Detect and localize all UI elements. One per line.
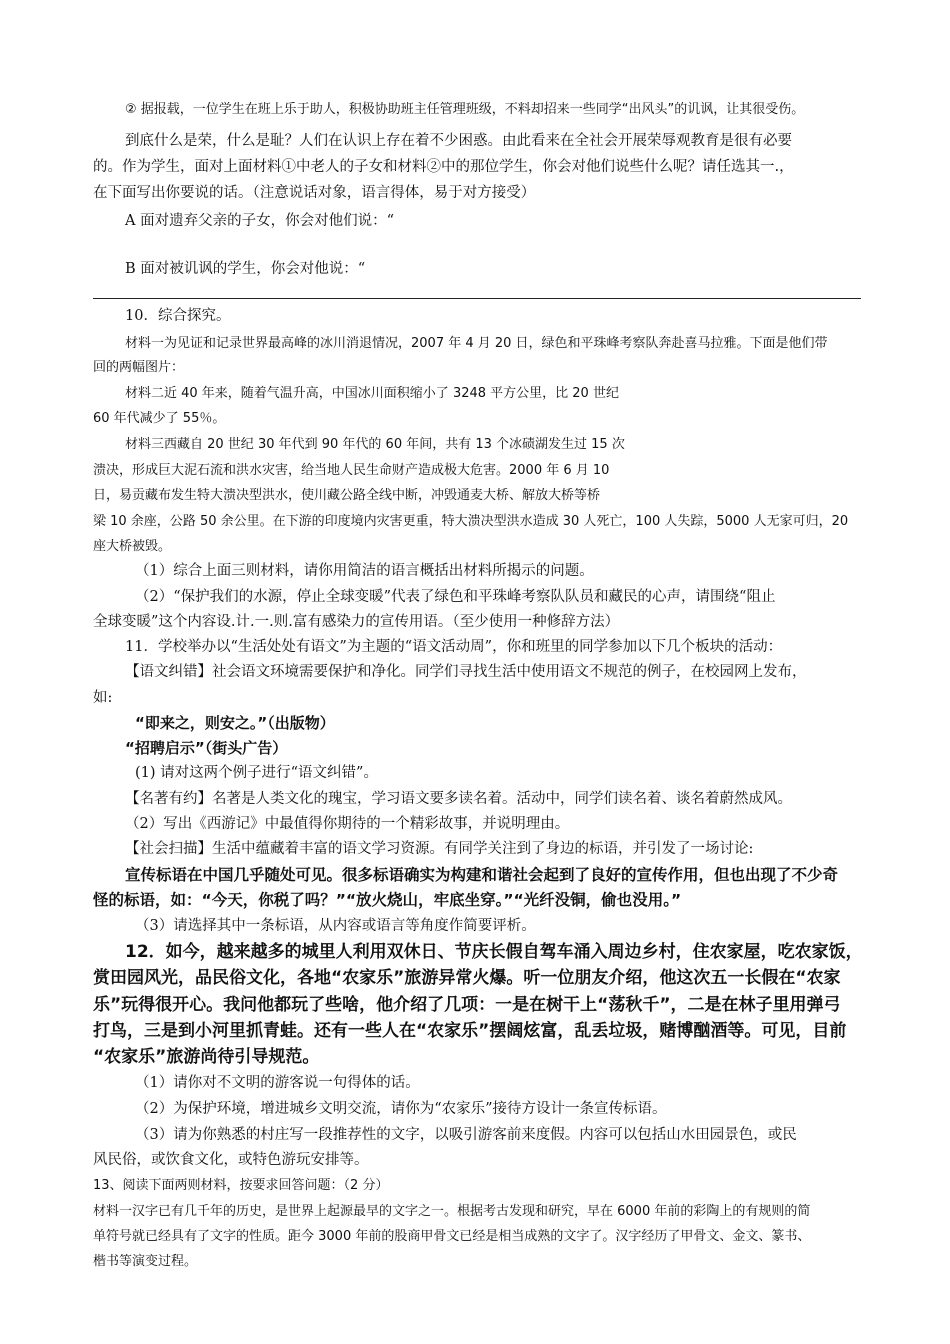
sub-question: (1) 请对这两个例子进行“语文纠错”。 xyxy=(135,765,378,781)
answer-prompt-b: B 面对被讥讽的学生，你会对他说：“ xyxy=(125,261,366,277)
paragraph-line: 的。作为学生，面对上面材料①中老人的子女和材料②中的那位学生，你会对他们说些什么呢？请任选其一.， xyxy=(93,159,794,175)
material-line: 60 年代减少了 55％。 xyxy=(93,411,226,426)
paragraph-line: 在下面写出你要说的话。（注意说话对象，语言得体，易于对方接受） xyxy=(93,185,536,201)
answer-prompt-a: A 面对遗弃父亲的子女，你会对他们说：“ xyxy=(125,213,394,229)
material-line: 材料二近 40 年来，随着气温升高，中国冰川面积缩小了 3248 平方公里，比 20 世纪 xyxy=(125,386,619,401)
material-2-text: ② 据报载，一位学生在班上乐于助人，积极协助班主任管理班级，不料却招来一些同学“出风头”的讥讽，让其很受伤。 xyxy=(125,102,805,117)
material-line: 梁 10 余座，公路 50 余公里。在下游的印度境内灾害更重，特大溃决型洪水造成 30 人死亡，100 人失踪，5000 人无家可归，20 xyxy=(93,514,849,529)
question-10-heading: 10．综合探究。 xyxy=(125,308,231,324)
sub-question: （3）请选择其中一条标语，从内容或语言等角度作简要评析。 xyxy=(135,918,536,934)
paragraph-line: 怪的标语，如：“今天，你税了吗？”“放火烧山，牢底坐穿。”“光纤没铜，偷也没用。” xyxy=(93,891,682,909)
paragraph-line: “农家乐”旅游尚待引导规范。 xyxy=(93,1047,320,1067)
paragraph-line: 打鸟，三是到小河里抓青蛙。还有一些人在“农家乐”摆阔炫富，乱丢垃圾，赌博酗酒等。可见，目前 xyxy=(93,1021,847,1041)
sub-question: （3）请为你熟悉的村庄写一段推荐性的文字，以吸引游客前来度假。内容可以包括山水田园景色，或民 xyxy=(135,1127,797,1143)
paragraph-line: 宣传标语在中国几乎随处可见。很多标语确实为构建和谐社会起到了良好的宣传作用，但也出现了不少奇 xyxy=(125,866,839,884)
paragraph-line: 到底什么是荣，什么是耻？人们在认识上存在着不少困惑。由此看来在全社会开展荣辱观教育是很有必要 xyxy=(125,133,792,149)
paragraph-line: 【社会扫描】生活中蕴藏着丰富的语文学习资源。有同学关注到了身边的标语，并引发了一场讨论: xyxy=(125,841,754,857)
material-line: 座大桥被毁。 xyxy=(93,539,172,554)
material-line: 回的两幅图片： xyxy=(93,360,185,375)
material-line: 材料三西藏自 20 世纪 30 年代到 90 年代的 60 年间，共有 13 个冰碛湖发生过 15 次 xyxy=(125,437,625,452)
sub-question: （2）为保护环境，增进城乡文明交流，请你为“农家乐”接待方设计一条宣传标语。 xyxy=(135,1101,667,1117)
sub-question: 全球变暖”这个内容设.计.一.则.富有感染力的宣传用语。（至少使用一种修辞方法） xyxy=(93,614,620,630)
section-divider xyxy=(93,298,861,299)
question-13-heading: 13、阅读下面两则材料，按要求回答问题：（2 分） xyxy=(93,1178,389,1193)
material-line: 溃决，形成巨大泥石流和洪水灾害，给当地人民生命财产造成极大危害。2000 年 6 月 10 xyxy=(93,463,610,478)
material-line: 楷书等演变过程。 xyxy=(93,1254,198,1269)
material-line: 材料一为见证和记录世界最高峰的冰川消退情况，2007 年 4 月 20 日，绿色和平珠峰考察队奔赴喜马拉雅。下面是他们带 xyxy=(125,336,828,351)
example-line: “即来之，则安之。”（出版物） xyxy=(135,714,335,732)
material-line: 单符号就已经具有了文字的性质。距今 3000 年前的股商甲骨文已经是相当成熟的文字了。汉字经历了甲骨文、金文、篆书、 xyxy=(93,1229,811,1244)
paragraph-line: 【名著有约】名著是人类文化的瑰宝，学习语文要多读名着。活动中，同学们读名着、谈名着蔚然成风。 xyxy=(125,791,792,807)
sub-question: （2）写出《西游记》中最值得你期待的一个精彩故事，并说明理由。 xyxy=(125,816,570,832)
paragraph-line: 【语文纠错】社会语文环境需要保护和净化。同学们寻找生活中使用语文不规范的例子，在校园网上发布， xyxy=(125,664,807,680)
paragraph-line: 乐”玩得很开心。我问他都玩了些啥，他介绍了几项：一是在树干上“荡秋千”，二是在林子里用弹弓 xyxy=(93,995,841,1015)
paragraph-line: 如: xyxy=(93,690,113,706)
material-line: 材料一汉字已有几千年的历史，是世界上起源最早的文字之一。根据考古发现和研究，早在 6000 年前的彩陶上的有规则的简 xyxy=(93,1204,811,1219)
sub-question: （1）请你对不文明的游客说一句得体的话。 xyxy=(135,1075,420,1091)
question-12-heading: 12．如今，越来越多的城里人利用双休日、节庆长假自驾车涌入周边乡村，住农家屋，吃农家饭， xyxy=(125,942,863,962)
sub-question: 风民俗，或饮食文化，或特色游玩安排等。 xyxy=(93,1152,369,1168)
question-11-heading: 11．学校举办以“生活处处有语文”为主题的“语文活动周”，你和班里的同学参加以下几个板块的活动： xyxy=(125,639,783,655)
paragraph-line: 赏田园风光，品民俗文化，各地“农家乐”旅游异常火爆。听一位朋友介绍，他这次五一长假在“农家 xyxy=(93,968,841,988)
example-line: “招聘启示”（街头广告） xyxy=(125,739,288,757)
sub-question: （2）“保护我们的水源，停止全球变暖”代表了绿色和平珠峰考察队队员和藏民的心声，请围绕“阻止 xyxy=(135,589,776,605)
sub-question: （1）综合上面三则材料，请你用简洁的语言概括出材料所揭示的问题。 xyxy=(135,563,594,579)
material-line: 日，易贡藏布发生特大溃决型洪水，使川藏公路全线中断，冲毁通麦大桥、解放大桥等桥 xyxy=(93,488,601,503)
